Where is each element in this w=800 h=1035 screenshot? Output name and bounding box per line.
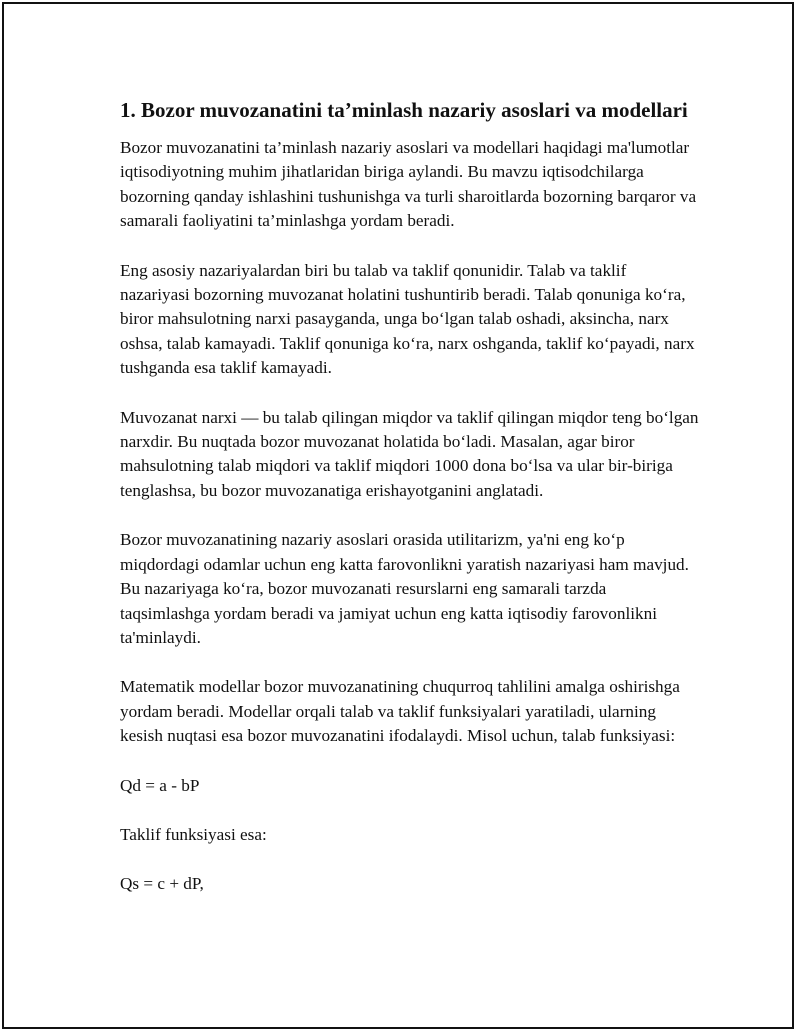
document-page bbox=[2, 2, 794, 1029]
paragraph-mathematical-models: Matematik modellar bozor muvozanatining chuqurroq tahlilini amalga oshirishga yordam beradi. Modellar orqali talab va taklif funksiyalari yaratiladi, ularning kesish nuqtasi esa bozor muvozanatini ifodalaydi. Misol uchun, talab funksiyasi: bbox=[120, 677, 680, 746]
formula-supply: Qs = c + dP, bbox=[120, 874, 204, 894]
paragraph-utilitarianism: Bozor muvozanatining nazariy asoslari orasida utilitarizm, ya'ni eng ko‘p miqdordagi odamlar uchun eng katta farovonlikni yaratish nazariyasi ham mavjud. Bu nazariyaga ko‘ra, bozor muvozanati resurslarni eng samarali tarzda taqsimlashga yordam beradi va jamiyat uchun eng katta iqtisodiy farovonlikni ta'minlaydi. bbox=[120, 530, 689, 647]
formula-demand: Qd = a - bP bbox=[120, 775, 200, 795]
paragraph-supply-intro: Taklif funksiyasi esa: bbox=[120, 824, 267, 844]
section-heading: 1. Bozor muvozanatini ta’minlash nazariy asoslari va modellari bbox=[120, 98, 688, 122]
document-body bbox=[120, 96, 700, 922]
paragraph-equilibrium-price: Muvozanat narxi — bu talab qilingan miqdor va taklif qilingan miqdor teng bo‘lgan narxdir. Bu nuqtada bozor muvozanat holatida bo‘ladi. Masalan, agar biror mahsulotning talab miqdori va taklif miqdori 1000 dona bo‘lsa va ular bir-biriga tenglashsa, bu bozor muvozanatiga erishayotganini anglatadi. bbox=[120, 407, 699, 500]
paragraph-supply-demand-law: Eng asosiy nazariyalardan biri bu talab va taklif qonunidir. Talab va taklif nazariyasi bozorning muvozanat holatini tushuntirib beradi. Talab qonuniga ko‘ra, biror mahsulotning narxi pasayganda, unga bo‘lgan talab oshadi, aksincha, narx oshsa, talab kamayadi. Taklif qonuniga ko‘ra, narx oshganda, taklif ko‘payadi, narx tushganda esa taklif kamayadi. bbox=[120, 260, 695, 378]
paragraph-intro: Bozor muvozanatini ta’minlash nazariy asoslari va modellari haqidagi ma'lumotlar iqtisodiyotning muhim jihatlaridan biriga aylandi. Bu mavzu iqtisodchilarga bozorning qanday ishlashini tushunishga va turli sharoitlarda bozorning barqaror va samarali faoliyatini ta’minlashga yordam beradi. bbox=[120, 138, 697, 231]
